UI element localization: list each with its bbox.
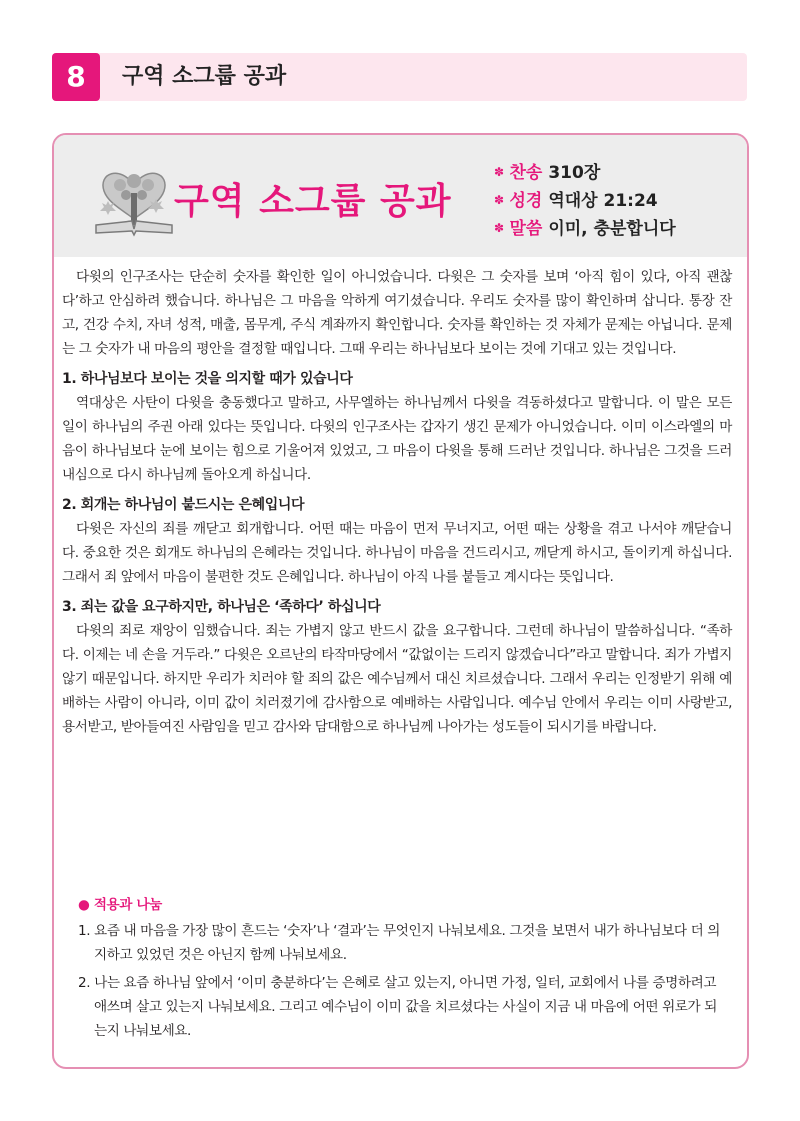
section-1-text: 역대상은 사탄이 다윗을 충동했다고 말하고, 사무엘하는 하나님께서 다윗을 격동하셨다고 말합니다. 이 말은 모든 일이 하나님의 주권 아래 있다는 뜻입니다. 다윗의 인구조사는 갑자기 생긴 문제가 아니었습니다. 이미 이스라엘의 마음이 하나님보다 눈에 보이는 힘으로 기울어져 있었고, 그 마음이 다윗을 통해 드러난 것입니다. 하나님은 그것을 드러내심으로 다시 하나님께 돌아오게 하십니다. [62,395,732,483]
meta-scripture-value: 역대상 21:24 [548,191,658,211]
section-2-text: 다윗은 자신의 죄를 깨닫고 회개합니다. 어떤 때는 마음이 먼저 무너지고, 어떤 때는 상황을 겪고 나서야 깨닫습니다. 중요한 것은 회개도 하나님의 은혜라는 것입니다. 하나님이 마음을 건드리시고, 깨닫게 하시고, 돌이키게 하십니다. 그래서 죄 앞에서 마음이 불편한 것도 은혜입니다. 하나님이 아직 나를 붙들고 계시다는 뜻입니다. [62,521,732,585]
section-number-badge: 8 [52,53,100,101]
section-1-heading: 1. 하나님보다 보이는 것을 의지할 때가 있습니다 [62,371,353,387]
apply-title-text: 적용과 나눔 [93,897,162,913]
asterisk-icon: ✽ [494,165,505,179]
section-title: 구역 소그룹 공과 [122,64,287,89]
section-2-heading: 2. 회개는 하나님이 붙드시는 은혜입니다 [62,497,305,513]
meta-scripture [494,187,676,215]
meta-hymn [494,159,676,187]
apply-item-1: 1. 요즘 내 마음을 가장 많이 흔드는 ‘숫자’나 ‘결과’는 무엇인지 나눠보세요. 그것을 보면서 내가 하나님보다 더 의지하고 있었던 것은 아닌지 함께 나눠보세요. [78,923,720,963]
asterisk-icon: ✽ [494,221,505,235]
meta-info [494,159,676,243]
intro-paragraph: 다윗의 인구조사는 단순히 숫자를 확인한 일이 아니었습니다. 다윗은 그 숫자를 보며 ‘아직 힘이 있다, 아직 괜찮다’하고 안심하려 했습니다. 하나님은 그 마음을 악하게 여기셨습니다. 우리도 숫자를 많이 확인하며 삽니다. 통장 잔고, 건강 수치, 자녀 성적, 매출, 몸무게, 주식 계좌까지 확인합니다. 숫자를 확인하는 것 자체가 문제는 아닙니다. 문제는 그 숫자가 내 마음의 평안을 결정할 때입니다. 그때 우리는 하나님보다 보이는 것에 기대고 있는 것입니다. [62,269,732,357]
bullet-icon: ● [78,897,90,913]
section-header-bar [52,53,747,101]
card-title: 구역 소그룹 공과 [174,181,452,222]
apply-item-2: 2. 나는 요즘 하나님 앞에서 ‘이미 충분하다’는 은혜로 살고 있는지, 아니면 가정, 일터, 교회에서 나를 증명하려고 애쓰며 살고 있는지 나눠보세요. 그리고 예수님이 이미 값을 치르셨다는 사실이 지금 내 마음에 어떤 위로가 되는지 나눠보세요. [78,975,717,1039]
lesson-body [62,265,732,739]
meta-sermon [494,215,676,243]
card-header [54,135,747,257]
section-3-heading: 3. 죄는 값을 요구하지만, 하나님은 ‘족하다’ 하십니다 [62,599,381,615]
meta-sermon-label: 말씀 [509,219,543,239]
meta-sermon-value: 이미, 충분합니다 [548,219,676,239]
meta-scripture-label: 성경 [509,191,543,211]
meta-hymn-value: 310장 [548,163,601,183]
section-3-text: 다윗의 죄로 재앙이 임했습니다. 죄는 가볍지 않고 반드시 값을 요구합니다. 그런데 하나님이 말씀하십니다. “족하다. 이제는 네 손을 거두라.” 다윗은 오르난의 타작마당에서 “값없이는 드리지 않겠습니다”라고 말합니다. 죄가 가볍지 않기 때문입니다. 하지만 우리가 치러야 할 죄의 값은 예수님께서 대신 치르셨습니다. 그래서 우리는 인정받기 위해 예배하는 사람이 아니라, 이미 값이 치러졌기에 감사함으로 예배하는 사람입니다. 예수님 안에서 우리는 이미 사랑받고, 용서받고, 받아들여진 사람임을 믿고 감사와 담대함으로 하나님께 나아가는 성도들이 되시기를 바랍니다. [62,623,732,735]
apply-title [78,893,728,917]
heart-tree-book-icon [90,155,178,243]
meta-hymn-label: 찬송 [509,163,543,183]
apply-and-share [78,893,728,1047]
asterisk-icon: ✽ [494,193,505,207]
